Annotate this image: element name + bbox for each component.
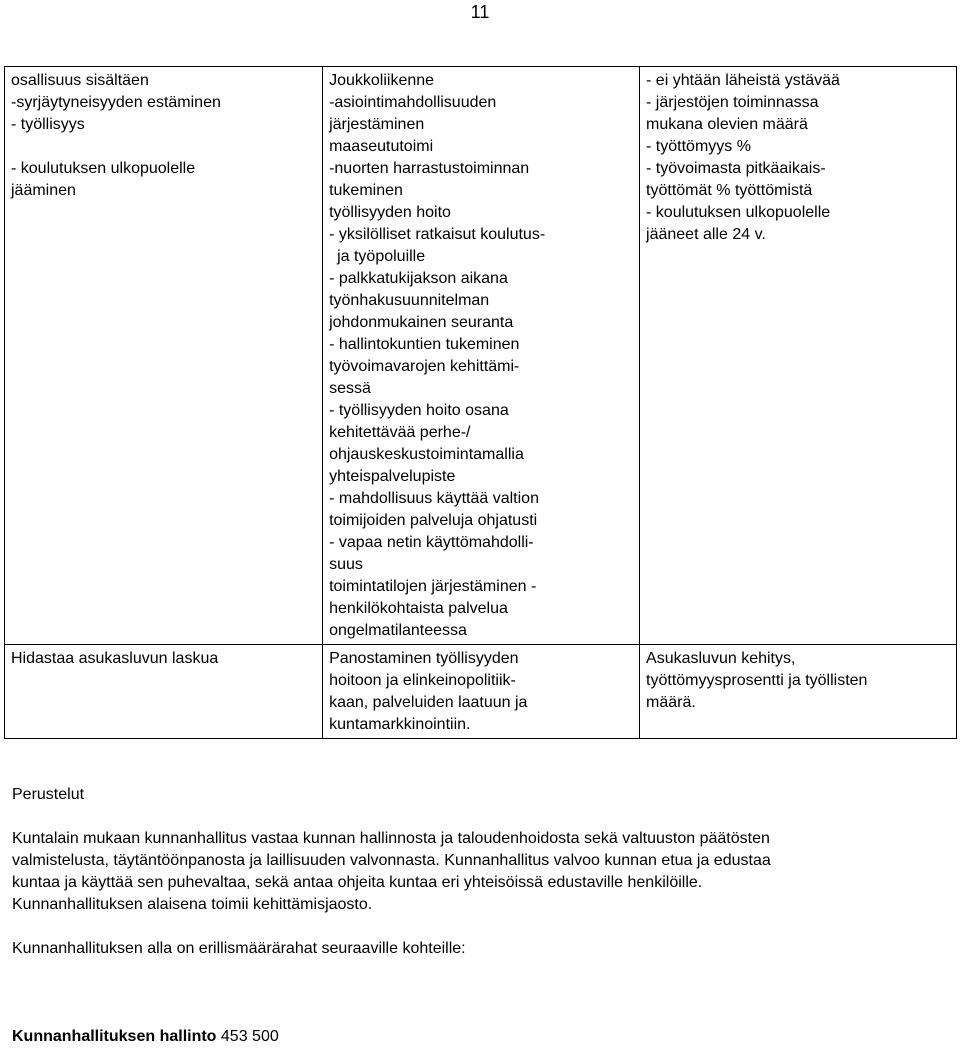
- cell-line: [11, 136, 318, 158]
- cell-line: toimintatilojen järjestäminen -: [329, 578, 537, 595]
- action-cell: [323, 67, 640, 645]
- section-heading-perustelut: Perustelut: [12, 786, 85, 803]
- indicator-cell: [640, 67, 957, 645]
- cell-line: osallisuus sisältäen: [11, 72, 149, 89]
- cell-line: jääneet alle 24 v.: [646, 226, 766, 243]
- budget-item: [12, 1026, 942, 1048]
- cell-line: järjestäminen: [329, 116, 425, 133]
- paragraph-line: valmistelusta, täytäntöönpanosta ja laillisuuden valvonnasta. Kunnanhallitus valvoo kunnan etua ja edustaa: [12, 852, 771, 869]
- cell-line: yhteispalvelupiste: [329, 468, 456, 485]
- indicator-cell: [640, 645, 957, 739]
- cell-line: suus: [329, 556, 363, 573]
- cell-line: työllisyyden hoito: [329, 204, 451, 221]
- page-number: 11: [470, 2, 490, 22]
- paragraph-line: kuntaa ja käyttää sen puhevaltaa, sekä antaa ohjeita kuntaa eri yhteisöissä edustaville henkilöille.: [12, 874, 703, 891]
- table-row: [5, 645, 957, 739]
- cell-line: työvoimavarojen kehittämi-: [329, 358, 520, 375]
- cell-line: -nuorten harrastustoiminnan: [329, 160, 530, 177]
- cell-line: -asiointimahdollisuuden: [329, 94, 497, 111]
- cell-line: - työvoimasta pitkäaikais-: [646, 160, 826, 177]
- cell-line: Asukasluvun kehitys,: [646, 650, 796, 667]
- budget-item-label: Kunnanhallituksen hallinto: [12, 1028, 217, 1045]
- cell-line: henkilökohtaista palvelua: [329, 600, 508, 617]
- cell-line: - työllisyys: [11, 116, 85, 133]
- cell-line: jääminen: [11, 182, 76, 199]
- cell-line: tukeminen: [329, 182, 403, 199]
- goal-cell: [5, 67, 323, 645]
- cell-line: - palkkatukijakson aikana: [329, 270, 508, 287]
- cell-line: - mahdollisuus käyttää valtion: [329, 490, 539, 507]
- cell-line: ohjauskeskustoimintamallia: [329, 446, 524, 463]
- cell-line: määrä.: [646, 694, 696, 711]
- cell-line: kaan, palveluiden laatuun ja: [329, 694, 528, 711]
- cell-line: hoitoon ja elinkeinopolitiik-: [329, 672, 516, 689]
- cell-line: - vapaa netin käyttömahdolli-: [329, 534, 534, 551]
- cell-line: -syrjäytyneisyyden estäminen: [11, 94, 221, 111]
- cell-line: - ei yhtään läheistä ystävää: [646, 72, 840, 89]
- cell-line: ongelmatilanteessa: [329, 622, 467, 639]
- paragraph-line: Kuntalain mukaan kunnanhallitus vastaa kunnan hallinnosta ja taloudenhoidosta sekä valtuuston päätösten: [12, 830, 770, 847]
- cell-line: kuntamarkkinointiin.: [329, 716, 471, 733]
- table-row: [5, 67, 957, 645]
- cell-line: johdonmukainen seuranta: [329, 314, 514, 331]
- cell-line: - järjestöjen toiminnassa: [646, 94, 819, 111]
- cell-line: työttömyysprosentti ja työllisten: [646, 672, 868, 689]
- cell-line: ja työpoluille: [337, 248, 426, 265]
- cell-line: maaseututoimi: [329, 138, 434, 155]
- cell-line: Hidastaa asukasluvun laskua: [11, 650, 219, 667]
- cell-line: - koulutuksen ulkopuolelle: [11, 160, 196, 177]
- goal-cell: [5, 645, 323, 739]
- cell-line: - työttömyys %: [646, 138, 751, 155]
- action-cell: [323, 645, 640, 739]
- cell-line: Panostaminen työllisyyden: [329, 650, 519, 667]
- cell-line: kehitettävää perhe-/: [329, 424, 471, 441]
- cell-line: - hallintokuntien tukeminen: [329, 336, 520, 353]
- paragraph-erillismaararahat: Kunnanhallituksen alla on erillismäärärahat seuraaville kohteille:: [12, 940, 466, 957]
- paragraph-line: Kunnanhallituksen alaisena toimii kehittämisjaosto.: [12, 896, 373, 913]
- cell-line: mukana olevien määrä: [646, 116, 808, 133]
- cell-line: - työllisyyden hoito osana: [329, 402, 509, 419]
- cell-line: työnhakusuunnitelman: [329, 292, 490, 309]
- cell-line: toimijoiden palveluja ohjatusti: [329, 512, 538, 529]
- budget-item-amount: 453 500: [220, 1028, 279, 1045]
- cell-line: työttömät % työttömistä: [646, 182, 813, 199]
- paragraph-kuntalaki: [12, 828, 942, 916]
- goals-table: [4, 66, 957, 739]
- cell-line: - yksilölliset ratkaisut koulutus-: [329, 226, 546, 243]
- cell-line: - koulutuksen ulkopuolelle: [646, 204, 831, 221]
- cell-line: sessä: [329, 380, 371, 397]
- cell-line: Joukkoliikenne: [329, 72, 435, 89]
